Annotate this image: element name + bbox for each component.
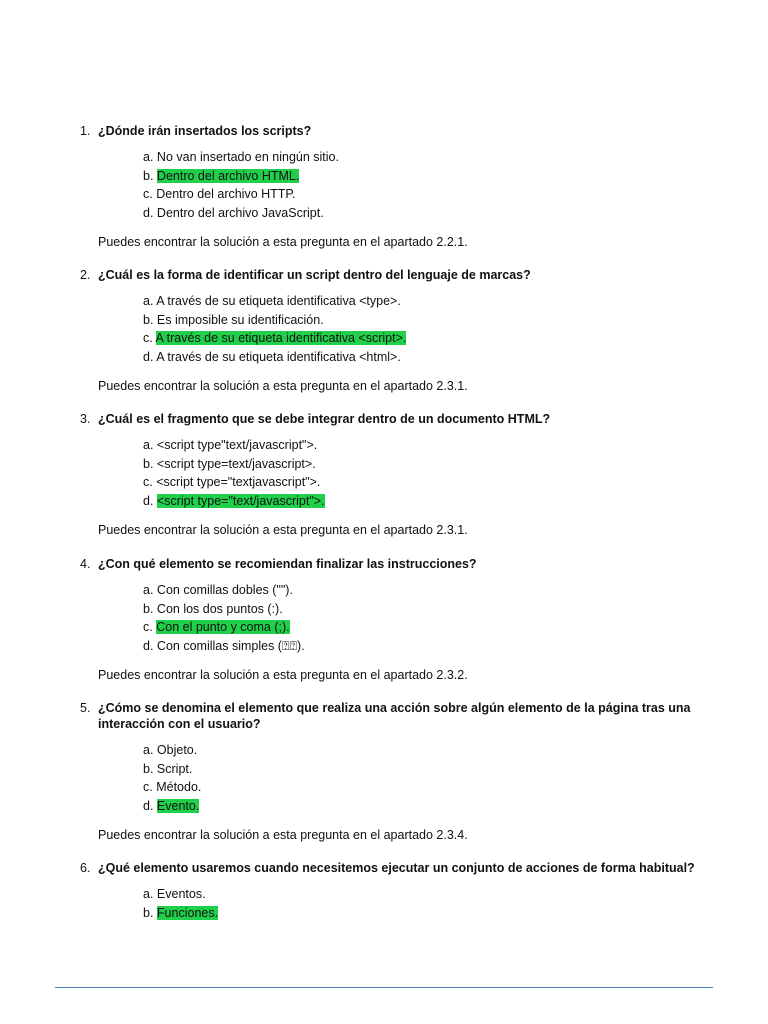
option-text: <script type"text/javascript">. xyxy=(156,438,318,452)
option-d xyxy=(143,797,705,816)
question-text: ¿Qué elemento usaremos cuando necesitemos ejecutar un conjunto de acciones de forma habitual? xyxy=(98,861,695,875)
options-list xyxy=(80,436,705,510)
option-a xyxy=(143,148,705,167)
footer-divider xyxy=(55,987,713,988)
option-letter: a. xyxy=(143,583,154,597)
option-letter: a. xyxy=(143,743,154,757)
question-text: ¿Con qué elemento se recomiendan finalizar las instrucciones? xyxy=(98,557,477,571)
question-5 xyxy=(80,700,705,843)
question-title xyxy=(80,860,705,876)
correct-option-text: A través de su etiqueta identificativa <script>. xyxy=(155,331,407,346)
option-text: <script type="textjavascript">. xyxy=(156,475,321,490)
option-letter: b. xyxy=(143,601,154,616)
option-text: Con comillas simples (⍰⍰). xyxy=(156,638,305,653)
option-letter: b. xyxy=(143,905,154,920)
option-b xyxy=(143,600,705,619)
question-number: 2. xyxy=(80,268,91,282)
option-a xyxy=(143,741,705,760)
question-2 xyxy=(80,267,705,394)
option-letter: b. xyxy=(143,168,154,183)
option-letter: c. xyxy=(143,331,153,346)
question-text: ¿Cómo se denomina el elemento que realiza una acción sobre algún elemento de la página tras una interacción con el usuario? xyxy=(98,701,691,731)
correct-option-text: Con el punto y coma (;). xyxy=(156,620,290,635)
options-list xyxy=(80,885,705,922)
options-list xyxy=(80,148,705,222)
question-text: ¿Cuál es el fragmento que se debe integrar dentro de un documento HTML? xyxy=(98,412,551,426)
options-list xyxy=(80,581,705,655)
option-b xyxy=(143,167,705,186)
options-list xyxy=(80,292,705,366)
option-text: <script type=text/javascript>. xyxy=(156,456,316,471)
option-a xyxy=(143,581,705,600)
option-letter: d. xyxy=(143,493,154,508)
question-1 xyxy=(80,123,705,250)
option-text: Con los dos puntos (:). xyxy=(156,601,283,616)
solution-reference: Puedes encontrar la solución a esta pregunta en el apartado 2.3.2. xyxy=(98,668,468,683)
option-c xyxy=(143,329,705,348)
question-number: 4. xyxy=(80,557,91,571)
option-c xyxy=(143,185,705,204)
option-letter: c. xyxy=(143,475,153,490)
option-text: No van insertado en ningún sitio. xyxy=(156,150,339,164)
solution-reference: Puedes encontrar la solución a esta pregunta en el apartado 2.3.1. xyxy=(98,523,468,538)
correct-option-text: Dentro del archivo HTML. xyxy=(156,168,300,183)
option-letter: a. xyxy=(143,294,154,308)
correct-option-text: Funciones. xyxy=(156,905,219,920)
option-letter: a. xyxy=(143,887,154,901)
option-text: Con comillas dobles (""). xyxy=(156,583,293,597)
option-letter: b. xyxy=(143,456,154,471)
option-b xyxy=(143,904,705,923)
option-text: Dentro del archivo JavaScript. xyxy=(156,205,324,220)
option-letter: d. xyxy=(143,349,154,364)
question-title xyxy=(80,267,705,283)
option-b xyxy=(143,760,705,779)
option-letter: d. xyxy=(143,205,154,220)
option-letter: c. xyxy=(143,187,153,202)
option-text: Eventos. xyxy=(156,887,206,901)
question-number: 3. xyxy=(80,412,91,426)
option-text: Método. xyxy=(156,780,202,795)
option-letter: c. xyxy=(143,780,153,795)
option-d xyxy=(143,492,705,511)
option-letter: b. xyxy=(143,312,154,327)
question-number: 1. xyxy=(80,124,91,138)
option-d xyxy=(143,637,705,656)
option-d xyxy=(143,348,705,367)
option-a xyxy=(143,885,705,904)
option-c xyxy=(143,473,705,492)
correct-option-text: <script type="text/javascript">. xyxy=(156,493,325,508)
option-c xyxy=(143,778,705,797)
option-b xyxy=(143,455,705,474)
option-text: Objeto. xyxy=(156,743,198,757)
option-letter: b. xyxy=(143,761,154,776)
question-title xyxy=(80,123,705,139)
options-list xyxy=(80,741,705,815)
question-3 xyxy=(80,411,705,538)
question-title xyxy=(80,556,705,572)
option-letter: d. xyxy=(143,798,154,813)
option-text: Dentro del archivo HTTP. xyxy=(156,187,296,202)
option-b xyxy=(143,311,705,330)
option-text: A través de su etiqueta identificativa <html>. xyxy=(156,349,401,364)
question-text: ¿Dónde irán insertados los scripts? xyxy=(98,124,312,138)
question-title xyxy=(80,700,705,732)
solution-reference: Puedes encontrar la solución a esta pregunta en el apartado 2.3.4. xyxy=(98,828,468,843)
option-text: A través de su etiqueta identificativa <type>. xyxy=(156,294,401,308)
correct-option-text: Evento. xyxy=(156,798,200,813)
option-text: Script. xyxy=(156,761,193,776)
solution-reference: Puedes encontrar la solución a esta pregunta en el apartado 2.2.1. xyxy=(98,235,468,250)
question-text: ¿Cuál es la forma de identificar un script dentro del lenguaje de marcas? xyxy=(98,268,531,282)
option-d xyxy=(143,204,705,223)
solution-reference: Puedes encontrar la solución a esta pregunta en el apartado 2.3.1. xyxy=(98,379,468,394)
question-6 xyxy=(80,860,705,922)
question-4 xyxy=(80,556,705,683)
option-letter: c. xyxy=(143,620,153,635)
question-number: 5. xyxy=(80,701,91,715)
option-a xyxy=(143,292,705,311)
option-a xyxy=(143,436,705,455)
option-letter: a. xyxy=(143,438,154,452)
option-letter: d. xyxy=(143,638,154,653)
option-letter: a. xyxy=(143,150,154,164)
option-text: Es imposible su identificación. xyxy=(156,312,324,327)
question-number: 6. xyxy=(80,861,91,875)
question-title xyxy=(80,411,705,427)
option-c xyxy=(143,618,705,637)
